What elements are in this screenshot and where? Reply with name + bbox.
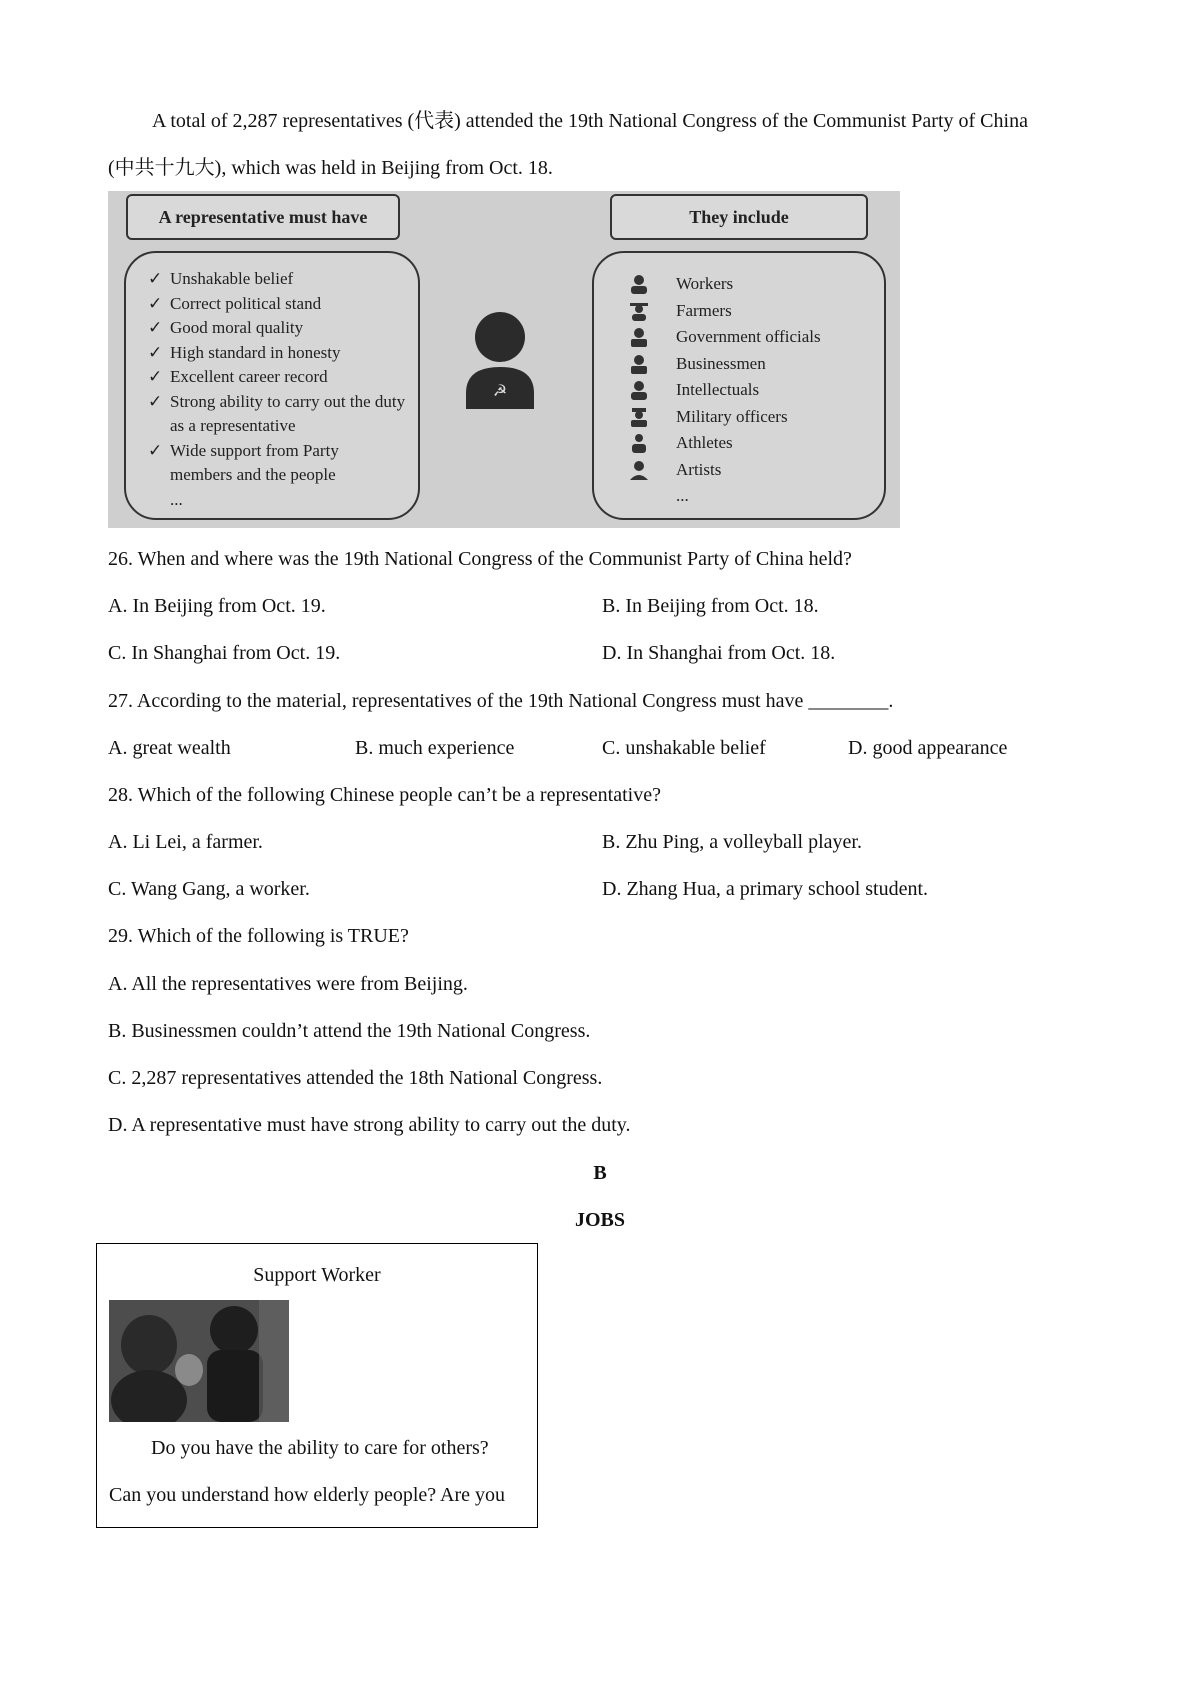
q28-option-a: A. Li Lei, a farmer. bbox=[108, 831, 263, 853]
q27-option-d: D. good appearance bbox=[848, 737, 1008, 759]
section-title: JOBS bbox=[574, 1209, 626, 1231]
requirement-ellipsis: ... bbox=[170, 489, 183, 509]
question-27-stem: 27. According to the material, representatives of the 19th National Congress must have ________. bbox=[108, 690, 894, 712]
q28-option-c: C. Wang Gang, a worker. bbox=[108, 878, 310, 900]
q26-option-b: B. In Beijing from Oct. 18. bbox=[602, 595, 819, 617]
requirement-item: ✓ Unshakable belief bbox=[148, 267, 410, 292]
requirement-item: ✓ Good moral quality bbox=[148, 316, 410, 341]
job-photo bbox=[109, 1300, 289, 1422]
group-item: Businessmen bbox=[622, 351, 821, 378]
athlete-icon bbox=[628, 433, 650, 453]
check-icon: ✓ bbox=[148, 342, 163, 362]
businessman-icon bbox=[628, 354, 650, 374]
party-emblem-icon: ☭ bbox=[492, 381, 508, 400]
group-item: Government officials bbox=[622, 324, 821, 351]
q26-option-a: A. In Beijing from Oct. 19. bbox=[108, 595, 326, 617]
q29-option-c: C. 2,287 representatives attended the 18th National Congress. bbox=[108, 1067, 603, 1089]
question-26-stem: 26. When and where was the 19th National Congress of the Communist Party of China held? bbox=[108, 548, 852, 570]
groups-list bbox=[622, 271, 821, 510]
group-item: Farmers bbox=[622, 298, 821, 325]
requirement-item: ✓ Excellent career record bbox=[148, 365, 410, 390]
q29-option-b: B. Businessmen couldn’t attend the 19th National Congress. bbox=[108, 1020, 591, 1042]
group-item: Artists bbox=[622, 457, 821, 484]
group-item: Workers bbox=[622, 271, 821, 298]
job-text-line-1: Do you have the ability to care for others? bbox=[151, 1437, 489, 1459]
intro-line-1: A total of 2,287 representatives (代表) attended the 19th National Congress of the Communist Party of China bbox=[152, 110, 1028, 132]
question-28-stem: 28. Which of the following Chinese people can’t be a representative? bbox=[108, 784, 661, 806]
requirements-list bbox=[148, 267, 410, 512]
check-icon: ✓ bbox=[148, 318, 163, 337]
q26-option-c: C. In Shanghai from Oct. 19. bbox=[108, 642, 341, 664]
official-icon bbox=[628, 327, 650, 347]
q28-option-d: D. Zhang Hua, a primary school student. bbox=[602, 878, 929, 900]
q27-option-b: B. much experience bbox=[355, 737, 515, 759]
q28-option-b: B. Zhu Ping, a volleyball player. bbox=[602, 831, 862, 853]
requirement-item: ✓ Wide support from Party members and the people bbox=[148, 440, 339, 484]
check-icon: ✓ bbox=[148, 293, 163, 313]
job-title: Support Worker bbox=[253, 1264, 381, 1286]
farmer-icon bbox=[628, 301, 650, 321]
check-icon: ✓ bbox=[148, 391, 163, 411]
requirements-box bbox=[124, 251, 420, 520]
intellectual-icon bbox=[628, 380, 650, 400]
question-29-stem: 29. Which of the following is TRUE? bbox=[108, 925, 409, 947]
requirement-item: ✓ Correct political stand bbox=[148, 292, 410, 317]
check-icon: ✓ bbox=[148, 269, 163, 288]
groups-header: They include bbox=[610, 194, 868, 240]
q26-option-d: D. In Shanghai from Oct. 18. bbox=[602, 642, 836, 664]
requirements-header: A representative must have bbox=[126, 194, 400, 240]
worker-icon bbox=[628, 274, 650, 294]
group-item: Military officers bbox=[622, 404, 821, 431]
q29-option-d: D. A representative must have strong ability to carry out the duty. bbox=[108, 1114, 631, 1136]
job-text-line-2: Can you understand how elderly people? Are you bbox=[109, 1484, 506, 1506]
military-officer-icon bbox=[628, 407, 650, 427]
q27-option-c: C. unshakable belief bbox=[602, 737, 766, 759]
section-letter: B bbox=[593, 1162, 607, 1184]
group-item: Intellectuals bbox=[622, 377, 821, 404]
artist-icon bbox=[628, 460, 650, 480]
intro-line-2: (中共十九大), which was held in Beijing from Oct. 18. bbox=[108, 157, 553, 179]
congress-infographic bbox=[108, 191, 900, 528]
requirement-item: ✓ Strong ability to carry out the duty as a representative bbox=[148, 391, 406, 435]
q29-option-a: A. All the representatives were from Beijing. bbox=[108, 973, 468, 995]
groups-box bbox=[592, 251, 886, 520]
group-ellipsis: ... bbox=[676, 486, 689, 505]
requirement-item: ✓ High standard in honesty bbox=[148, 341, 410, 366]
job-advert-box bbox=[96, 1243, 538, 1528]
q27-option-a: A. great wealth bbox=[108, 737, 231, 759]
check-icon: ✓ bbox=[148, 367, 163, 386]
group-item: Athletes bbox=[622, 430, 821, 457]
check-icon: ✓ bbox=[148, 440, 163, 460]
